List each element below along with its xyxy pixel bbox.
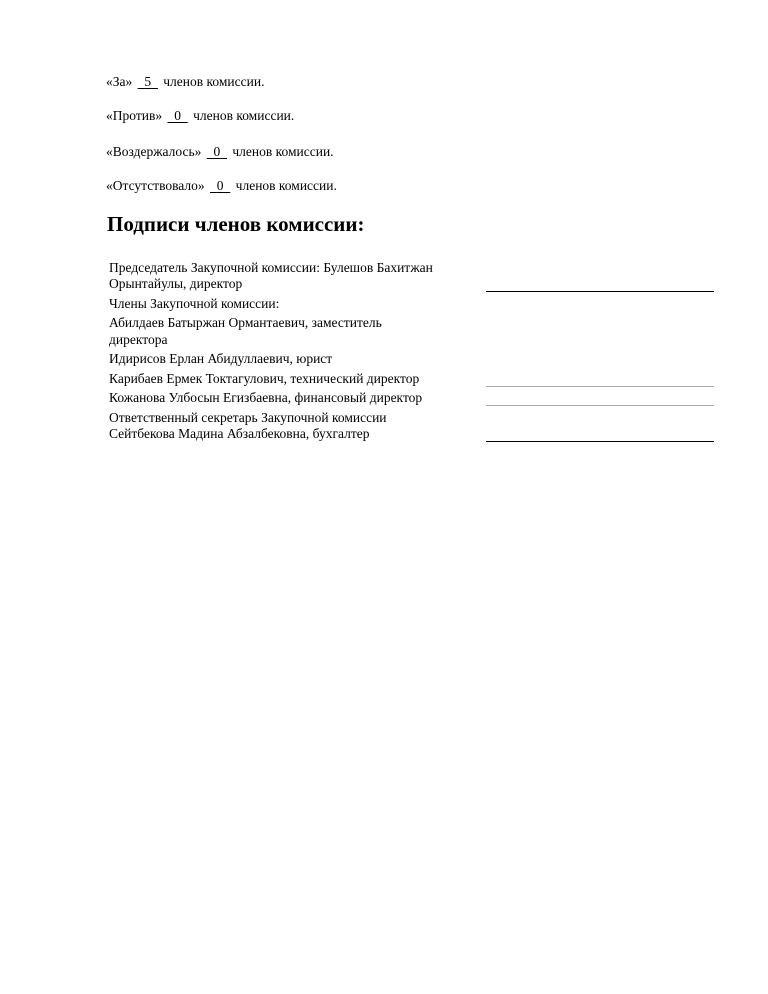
signature-row-member-3 bbox=[109, 369, 715, 389]
signature-row-member-2 bbox=[109, 350, 715, 370]
member-3-signature-line bbox=[486, 386, 714, 387]
member-4-name: Кожанова Улбосын Егизбаевна, финансовый директор bbox=[109, 390, 423, 405]
vote-against-count: 0 bbox=[174, 108, 181, 123]
vote-against-label: «Против» bbox=[106, 108, 163, 123]
vote-for-label: «За» bbox=[106, 74, 133, 89]
vote-abstain-label: «Воздержалось» bbox=[106, 144, 202, 159]
member-2-name: Идирисов Ерлан Абидуллаевич, юрист bbox=[109, 351, 333, 366]
chairman-signature-line bbox=[486, 291, 714, 292]
signature-row-secretary bbox=[109, 408, 715, 444]
vote-absent-count: 0 bbox=[216, 178, 224, 193]
member-1-name: Абилдаев Батыржан Ормантаевич, заместитель директора bbox=[109, 315, 382, 347]
members-label: Члены Закупочной комиссии: bbox=[109, 295, 280, 311]
vote-absent-line bbox=[106, 178, 337, 194]
vote-abstain-line bbox=[106, 144, 334, 160]
vote-against-line bbox=[106, 108, 294, 124]
chairman-name: Председатель Закупочной комиссии: Булешов Бахитжан Орынтайулы, директор bbox=[109, 259, 433, 291]
secretary-name: Ответственный секретарь Закупочной комиссии Сейтбекова Мадина Абзалбековна, бухгалтер bbox=[109, 409, 387, 441]
vote-for-suffix: членов комиссии. bbox=[163, 74, 265, 89]
vote-abstain-count: 0 bbox=[213, 144, 221, 159]
vote-for-line bbox=[106, 74, 264, 90]
signatures-heading: Подписи членов комиссии: bbox=[107, 212, 365, 236]
member-3-name: Карибаев Ермек Токтагулович, технический директор bbox=[109, 370, 420, 386]
vote-absent-label: «Отсутствовало» bbox=[106, 178, 205, 193]
signature-table bbox=[109, 258, 715, 444]
secretary-signature-line bbox=[486, 441, 714, 442]
vote-against-suffix: членов комиссии. bbox=[193, 108, 295, 123]
vote-abstain-suffix: членов комиссии. bbox=[232, 144, 334, 159]
signature-row-member-1 bbox=[109, 314, 715, 350]
signature-row-member-4 bbox=[109, 389, 715, 409]
member-4-signature-line bbox=[486, 405, 714, 406]
signature-row-chairman bbox=[109, 258, 715, 294]
vote-absent-suffix: членов комиссии. bbox=[235, 178, 337, 193]
signature-row-members-label bbox=[109, 294, 715, 314]
vote-for-count: 5 bbox=[144, 74, 152, 89]
